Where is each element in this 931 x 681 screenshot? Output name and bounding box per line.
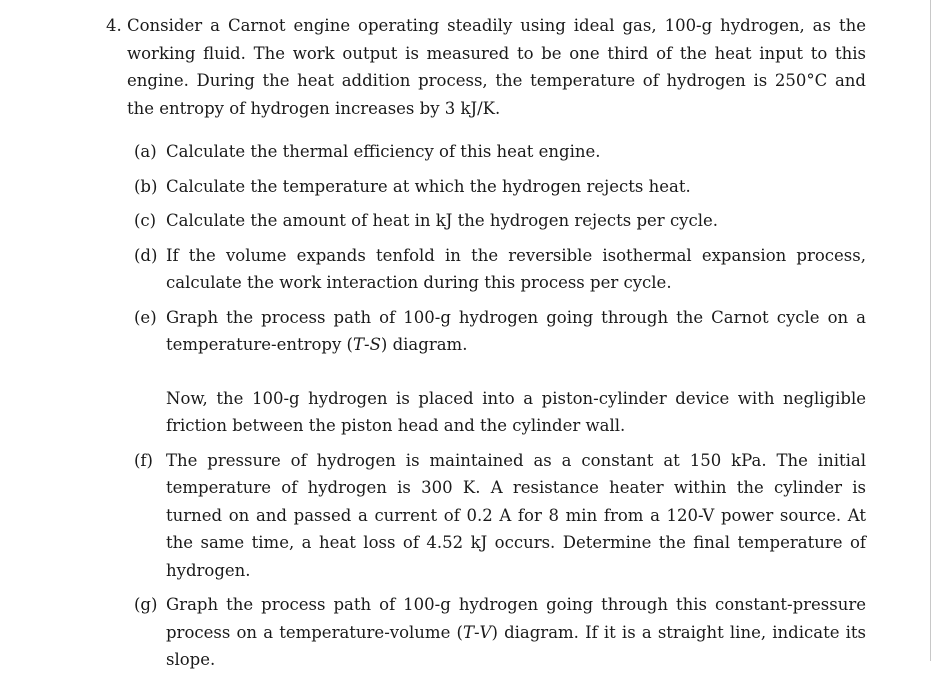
problem-4 — [106, 12, 866, 681]
part-label: (a) — [134, 142, 157, 161]
math-variable-t: T — [462, 622, 474, 642]
part-d — [134, 242, 866, 297]
part-text-end: ) diagram. If it is a straight line, indicate its slope. — [166, 622, 867, 669]
part-text-start: Graph the process path of 100-g hydrogen going through the Carnot cycle on a temperature-entropy ( — [166, 307, 866, 354]
part-label: (e) — [134, 307, 157, 327]
part-f — [134, 447, 866, 585]
problem-intro: Consider a Carnot engine operating steadily using ideal gas, 100-g hydrogen, as the working fluid. The work output is measured to be one third of the heat input to this engine. During the heat addition process, the temperature of hydrogen is 250°C and the entropy of hydrogen increases by 3 kJ/K. — [127, 16, 866, 118]
part-g — [134, 591, 866, 674]
part-c — [134, 207, 866, 235]
math-separator: - — [473, 622, 480, 642]
part-text: Calculate the temperature at which the hydrogen rejects heat. — [166, 176, 691, 196]
part-text: If the volume expands tenfold in the reversible isothermal expansion process, calculate the work interaction during this process per cycle. — [166, 245, 866, 292]
problem-number: 4. — [106, 16, 122, 35]
part-label: (c) — [134, 211, 157, 230]
part-text-start: Graph the process path of 100-g hydrogen going through this constant-pressure process on a temperature-volume ( — [166, 595, 866, 642]
part-text: The pressure of hydrogen is maintained as a constant at 150 kPa. The initial temperature of hydrogen is 300 K. A resistance heater within the cylinder is turned on and passed a current of 0.2 A for 8 min from a 120-V power source. At the same time, a heat loss of 4.52 kJ occurs. Determine the final temperature of hydrogen. — [166, 450, 866, 580]
part-label: (b) — [134, 176, 158, 196]
math-variable-s: S — [369, 335, 381, 354]
math-variable-v: V — [479, 622, 492, 642]
math-separator: - — [364, 335, 370, 354]
part-label: (f) — [134, 450, 153, 470]
parts-list — [134, 138, 866, 359]
part-text: Calculate the thermal efficiency of this heat engine. — [166, 142, 601, 161]
part-e — [134, 304, 866, 359]
part-b — [134, 173, 866, 201]
part-text: Calculate the amount of heat in kJ the hydrogen rejects per cycle. — [166, 211, 719, 230]
context-note: Now, the 100-g hydrogen is placed into a piston-cylinder device with negligible friction between the piston head and the cylinder wall. — [166, 388, 866, 435]
part-label: (d) — [134, 245, 158, 265]
part-label: (g) — [134, 595, 158, 614]
math-variable-t: T — [353, 335, 365, 354]
parts-list-continued — [134, 447, 866, 674]
part-a — [134, 138, 866, 166]
part-text-end: ) diagram. — [380, 335, 468, 354]
